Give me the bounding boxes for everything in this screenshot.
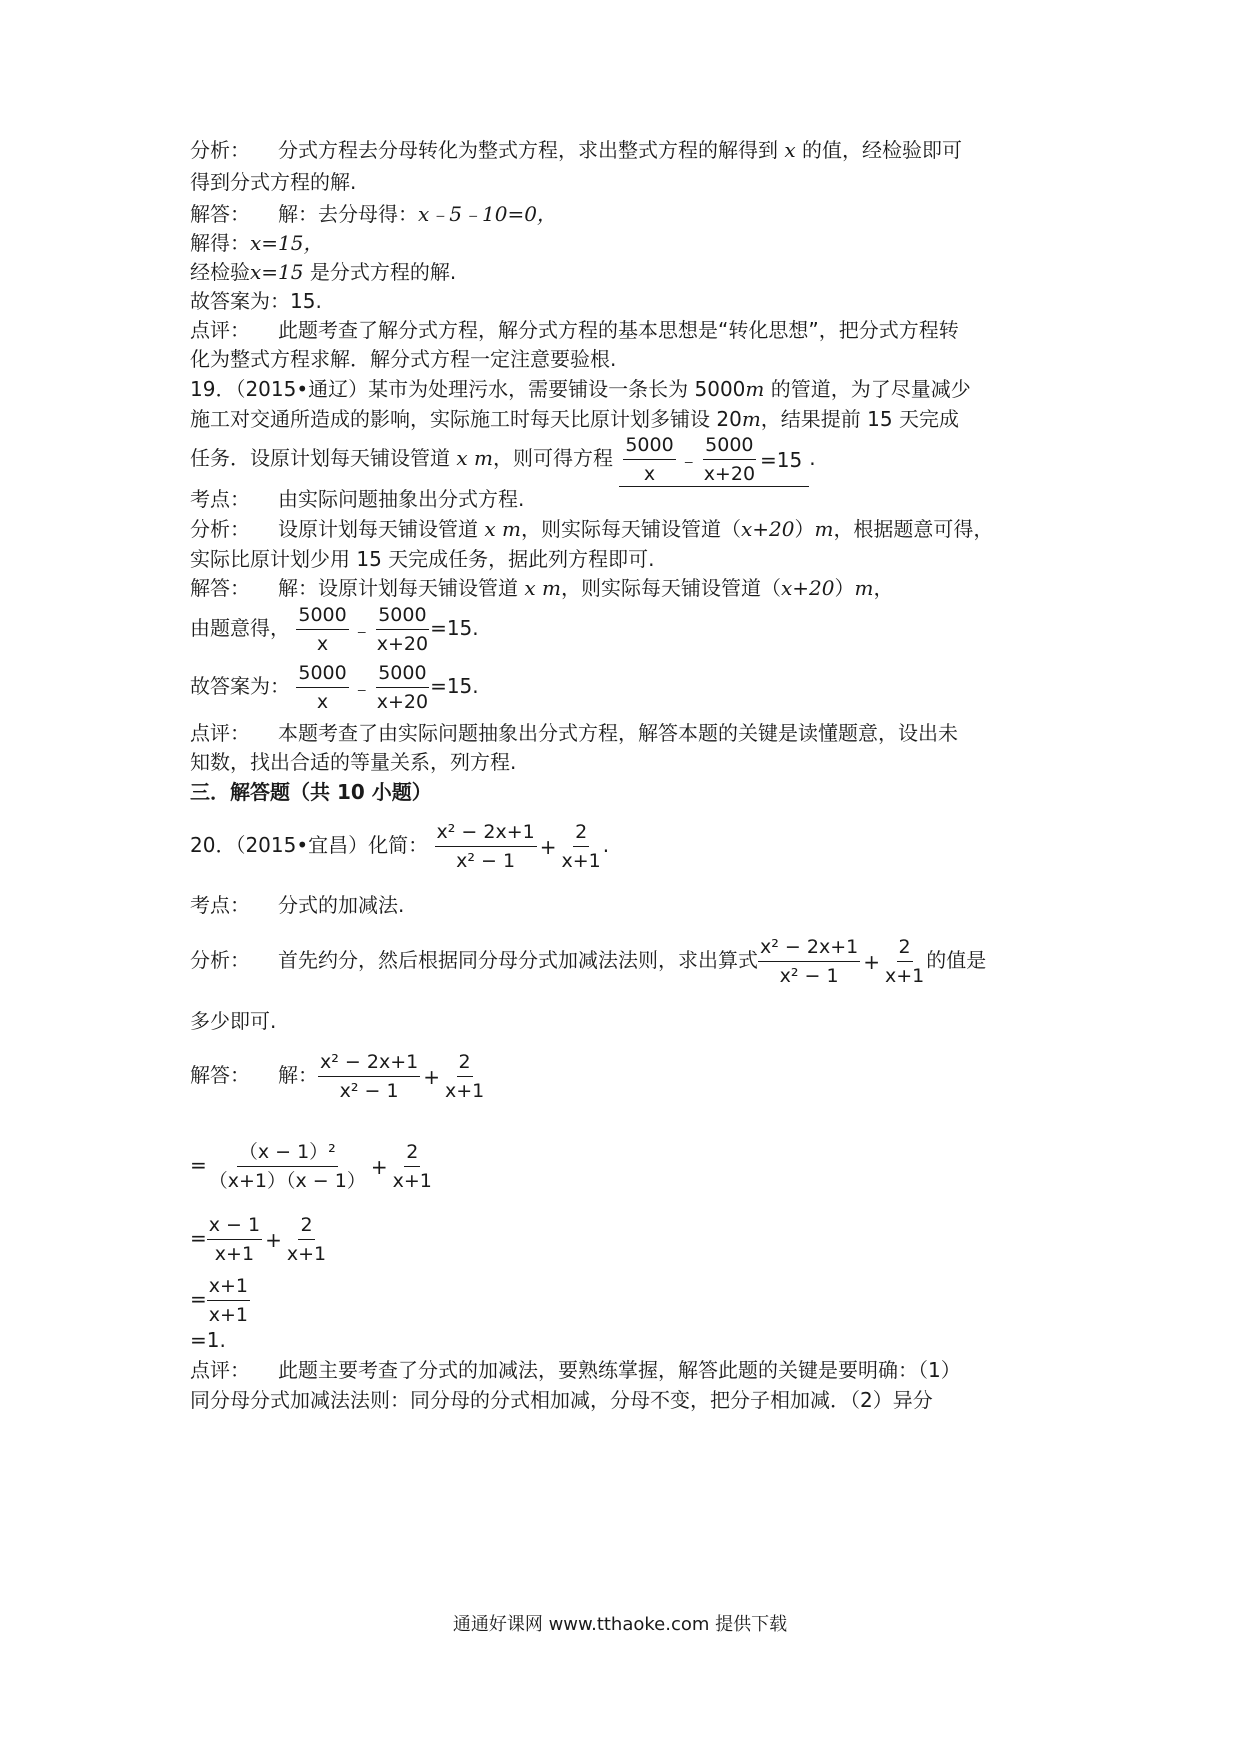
answer-label: 解答： <box>190 1063 250 1087</box>
knowledge-label: 考点： <box>190 893 250 917</box>
q18-answer-line-3: 经检验x=15 是分式方程的解. <box>190 260 457 284</box>
page-footer: 通通好课网 www.tthaoke.com 提供下载 <box>452 1614 788 1635</box>
q20-answer-step-3: = $\frac{x+1}{x+1}$ <box>190 1275 249 1326</box>
fraction: $\frac{2}{x+1}$ <box>392 1141 432 1192</box>
fraction: $\frac{x - 1}{x+1}$ <box>208 1214 261 1265</box>
q19-answer-line-1: 解答： 解：设原计划每天铺设管道 x m，则实际每天铺设管道（x+20）m， <box>190 573 893 603</box>
q19-stem-line-3: 任务．设原计划每天铺设管道 x m，则可得方程 $\frac{5000}{x}$ ﹣ $\frac{5000}{x+20}$ =15 . <box>190 434 816 485</box>
q19-analysis-line-1: 分析： 设原计划每天铺设管道 x m，则实际每天铺设管道（x+20）m，根据题意可得， <box>190 514 993 544</box>
knowledge-label: 考点： <box>190 487 250 511</box>
q20-comment-line-1: 点评： 此题主要考查了分式的加减法，要熟练掌握，解答此题的关键是要明确：（1） <box>190 1355 961 1385</box>
q20-answer-line-1: 解答： 解： $\frac{\text{x² − 2x+1}}{\text{x² − 1}}$ + $\frac{2}{x+1}$ <box>190 1045 486 1107</box>
q18-analysis-line-2: 得到分式方程的解. <box>190 170 357 194</box>
q19-answer-line-3: 故答案为： $\frac{5000}{x}$ ﹣ $\frac{5000}{x+20}$ =15. <box>190 662 479 713</box>
q20-answer-step-1: = $\frac{\text{（x − 1）²}}{(x+1)(x - 1)}$ + $\frac{2}{x+1}$ <box>190 1141 432 1192</box>
fraction: $\frac{5000}{x+20}$ <box>703 434 756 485</box>
q19-stem-line-1: 19．（2015•通辽）某市为处理污水，需要铺设一条长为 5000m 的管道，为了尽量减少 <box>190 377 971 401</box>
q18-answer-line-4: 故答案为：15. <box>190 289 322 313</box>
q19-knowledge-line: 考点： 由实际问题抽象出分式方程. <box>190 484 524 514</box>
fraction: $\frac{2}{x+1}$ <box>444 1051 485 1102</box>
fraction: $\frac{\text{x² − 2x+1}}{\text{x² − 1}}$ <box>436 821 535 872</box>
analysis-label: 分析： <box>190 517 250 541</box>
q18-answer-line-2: 解得：x=15， <box>190 231 324 255</box>
q20-knowledge-line: 考点： 分式的加减法. <box>190 890 404 920</box>
q18-answer-line-1: 解答： 解：去分母得：x﹣5﹣10=0， <box>190 199 557 229</box>
answer-label: 解答： <box>190 202 250 226</box>
comment-label: 点评： <box>190 721 250 745</box>
q18-comment-line-1: 点评： 此题考查了解分式方程，解分式方程的基本思想是“转化思想”，把分式方程转 <box>190 315 959 345</box>
analysis-label: 分析： <box>190 948 250 972</box>
q20-comment-line-2: 同分母分式加减法法则：同分母的分式相加减，分母不变，把分子相加减．（2）异分 <box>190 1388 933 1412</box>
fraction: $\frac{5000}{x+20}$ <box>376 662 429 713</box>
q20-analysis-line-1: 分析： 首先约分，然后根据同分母分式加减法法则，求出算式 $\frac{\text{x² − 2x+1}}{\text{x² − 1}}$ + $\frac{2}{x+1}$ 的值是 <box>190 930 986 992</box>
analysis-label: 分析： <box>190 138 250 162</box>
q20-stem-line: 20．（2015•宜昌）化简： $\frac{\text{x² − 2x+1}}{\text{x² − 1}}$ + $\frac{2}{x+1}$ . <box>190 821 610 872</box>
fraction: $\frac{\text{（x − 1）²}}{(x+1)(x - 1)}$ <box>208 1141 366 1192</box>
q19-stem-line-2: 施工对交通所造成的影响，实际施工时每天比原计划多铺设 20m，结果提前 15 天完成 <box>190 407 959 431</box>
q19-analysis-line-2: 实际比原计划少用 15 天完成任务，据此列方程即可. <box>190 547 655 571</box>
q20-analysis-line-2: 多少即可. <box>190 1009 277 1033</box>
q18-comment-line-2: 化为整式方程求解．解分式方程一定注意要验根. <box>190 347 617 371</box>
comment-label: 点评： <box>190 1358 250 1382</box>
fraction: $\frac{\text{x² − 2x+1}}{\text{x² − 1}}$ <box>320 1051 419 1102</box>
section-heading: 三．解答题（共 10 小题） <box>190 780 432 804</box>
q19-comment-line-2: 知数，找出合适的等量关系，列方程. <box>190 750 517 774</box>
answer-blank: $\frac{5000}{x}$ ﹣ $\frac{5000}{x+20}$ =15 <box>619 432 809 487</box>
fraction: $\frac{2}{x+1}$ <box>561 821 601 872</box>
fraction: $\frac{2}{x+1}$ <box>884 936 925 987</box>
q20-answer-final: =1. <box>190 1328 226 1352</box>
fraction: $\frac{5000}{x}$ <box>298 662 347 713</box>
fraction: $\frac{5000}{x}$ <box>298 604 347 655</box>
fraction: $\frac{5000}{x+20}$ <box>376 604 429 655</box>
q18-analysis-line-1: 分析： 分式方程去分母转化为整式方程，求出整式方程的解得到 x 的值，经检验即可 <box>190 135 962 165</box>
q19-answer-line-2: 由题意得， $\frac{5000}{x}$ ﹣ $\frac{5000}{x+20}$ =15. <box>190 604 479 655</box>
q20-answer-step-2: = $\frac{x - 1}{x+1}$ + $\frac{2}{x+1}$ <box>190 1214 327 1265</box>
q19-comment-line-1: 点评： 本题考查了由实际问题抽象出分式方程，解答本题的关键是读懂题意，设出未 <box>190 718 958 748</box>
fraction: $\frac{2}{x+1}$ <box>286 1214 327 1265</box>
fraction: $\frac{\text{x² − 2x+1}}{\text{x² − 1}}$ <box>760 936 859 987</box>
fraction: $\frac{x+1}{x+1}$ <box>208 1275 249 1326</box>
fraction: $\frac{5000}{x}$ <box>625 434 674 485</box>
answer-label: 解答： <box>190 576 250 600</box>
comment-label: 点评： <box>190 318 250 342</box>
